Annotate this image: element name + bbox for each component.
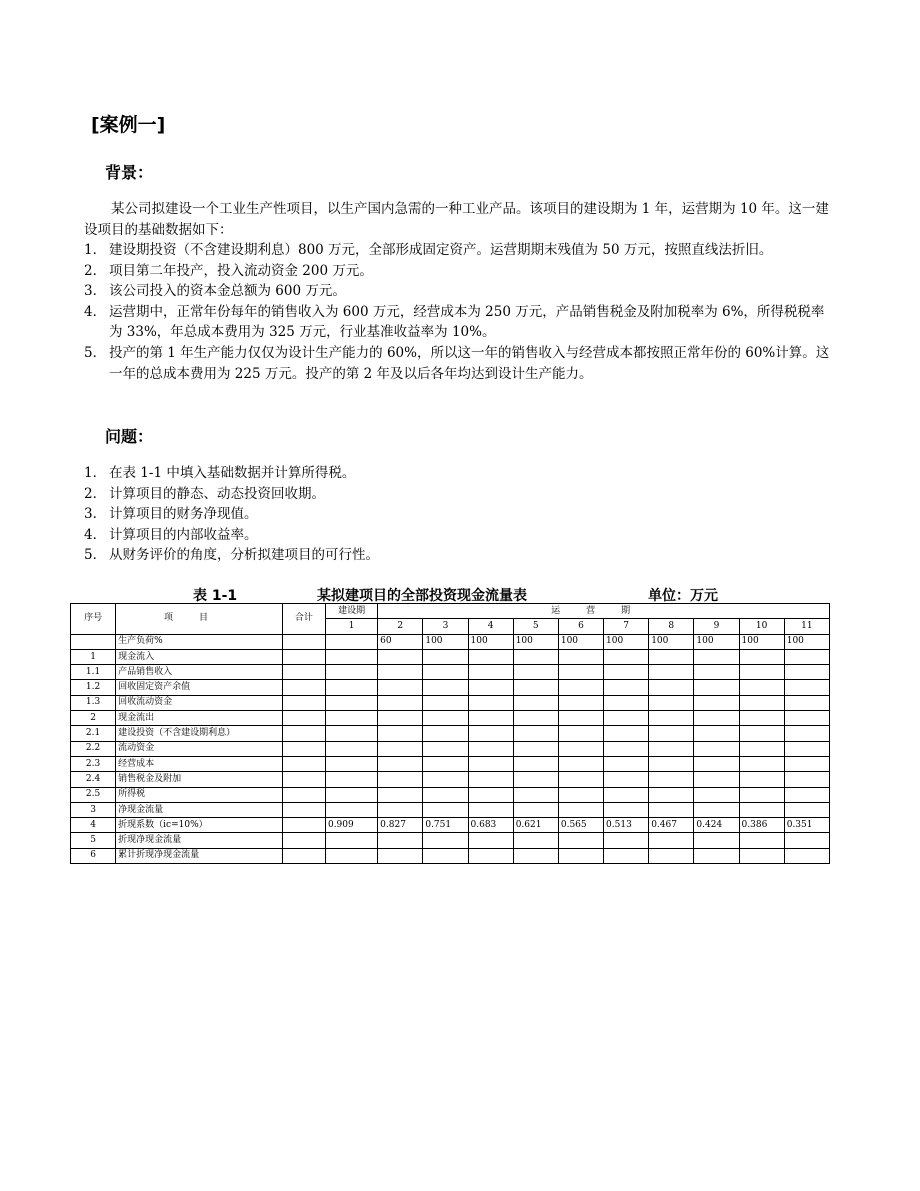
row-seq: 1 — [71, 649, 116, 664]
row-value-cell — [325, 665, 377, 680]
row-value-cell — [558, 848, 603, 863]
row-value-cell — [378, 665, 423, 680]
year-header-cell: 8 — [649, 619, 694, 634]
year-header-cell: 3 — [423, 619, 468, 634]
row-value-cell — [694, 833, 739, 848]
row-item: 现金流入 — [116, 649, 283, 664]
row-value-cell — [649, 665, 694, 680]
row-value-cell — [513, 848, 558, 863]
row-value-cell — [694, 665, 739, 680]
row-total-cell — [282, 772, 325, 787]
row-value-cell — [325, 649, 377, 664]
list-item — [84, 343, 836, 384]
row-total-cell — [282, 848, 325, 863]
row-value-cell — [513, 756, 558, 771]
list-item-number: 4． — [84, 303, 107, 320]
row-total-cell — [282, 726, 325, 741]
row-value-cell — [558, 802, 603, 817]
row-value-cell — [694, 756, 739, 771]
table-row — [71, 649, 830, 664]
row-value-cell — [325, 741, 377, 756]
table-row — [71, 787, 830, 802]
row-value-cell: 0.467 — [649, 818, 694, 833]
year-header-cell: 1 — [325, 619, 377, 634]
year-header-cell: 2 — [378, 619, 423, 634]
row-value-cell — [378, 741, 423, 756]
row-value-cell — [423, 772, 468, 787]
row-value-cell — [649, 680, 694, 695]
row-value-cell — [649, 833, 694, 848]
list-item — [84, 240, 836, 261]
row-item: 回收固定资产余值 — [116, 680, 283, 695]
header-construction: 建设期 — [325, 604, 377, 619]
list-item — [84, 281, 836, 302]
row-item: 所得税 — [116, 787, 283, 802]
row-value-cell — [423, 665, 468, 680]
list-item-number: 3． — [84, 283, 107, 300]
row-value-cell — [558, 711, 603, 726]
row-value-cell: 100 — [513, 634, 558, 649]
row-value-cell — [604, 665, 649, 680]
row-value-cell — [784, 665, 829, 680]
row-value-cell — [558, 772, 603, 787]
row-value-cell — [649, 848, 694, 863]
row-value-cell — [325, 772, 377, 787]
row-value-cell — [604, 833, 649, 848]
row-value-cell — [604, 756, 649, 771]
row-value-cell: 0.827 — [378, 818, 423, 833]
background-list — [84, 240, 836, 384]
table-row — [71, 772, 830, 787]
row-seq — [71, 634, 116, 649]
row-value-cell — [604, 848, 649, 863]
row-value-cell — [784, 695, 829, 710]
row-value-cell — [649, 695, 694, 710]
table-row — [71, 634, 830, 649]
row-value-cell — [513, 741, 558, 756]
table-row — [71, 741, 830, 756]
list-item-text: 运营期中，正常年份每年的销售收入为 600 万元，经营成本为 250 万元，产品销售税金及附加税率为 6%，所得税税率为 33%，年总成本费用为 325 万元，行业基准收益率为 10%。 — [109, 303, 825, 341]
table-row — [71, 695, 830, 710]
row-seq: 2.5 — [71, 787, 116, 802]
row-value-cell — [423, 649, 468, 664]
row-value-cell: 100 — [784, 634, 829, 649]
table-row — [71, 726, 830, 741]
row-value-cell: 0.351 — [784, 818, 829, 833]
year-header-cell: 9 — [694, 619, 739, 634]
row-value-cell — [784, 772, 829, 787]
row-value-cell — [423, 848, 468, 863]
row-value-cell — [739, 726, 784, 741]
row-value-cell — [325, 833, 377, 848]
row-value-cell — [784, 802, 829, 817]
list-item-number: 1． — [84, 465, 107, 481]
list-item — [84, 261, 836, 282]
questions-heading: 问题： — [105, 427, 154, 446]
row-value-cell — [378, 649, 423, 664]
row-value-cell — [468, 802, 513, 817]
row-value-cell — [378, 848, 423, 863]
row-value-cell — [558, 741, 603, 756]
row-item: 销售税金及附加 — [116, 772, 283, 787]
row-value-cell: 0.565 — [558, 818, 603, 833]
row-value-cell — [604, 649, 649, 664]
row-value-cell — [784, 711, 829, 726]
row-total-cell — [282, 833, 325, 848]
row-value-cell — [468, 695, 513, 710]
row-value-cell — [558, 756, 603, 771]
row-total-cell — [282, 741, 325, 756]
row-value-cell: 60 — [378, 634, 423, 649]
table-row — [71, 665, 830, 680]
header-item: 项目 — [116, 604, 283, 635]
row-value-cell — [325, 695, 377, 710]
row-value-cell — [739, 665, 784, 680]
list-item — [84, 463, 836, 484]
row-value-cell — [325, 787, 377, 802]
row-value-cell — [604, 802, 649, 817]
row-value-cell — [325, 726, 377, 741]
row-item: 净现金流量 — [116, 802, 283, 817]
row-value-cell — [694, 711, 739, 726]
list-item-text: 在表 1-1 中填入基础数据并计算所得税。 — [109, 465, 356, 481]
row-value-cell: 100 — [468, 634, 513, 649]
row-value-cell — [378, 833, 423, 848]
list-item-number: 5． — [84, 344, 107, 361]
row-value-cell — [694, 802, 739, 817]
list-item — [84, 525, 836, 546]
row-value-cell — [423, 787, 468, 802]
list-item-text: 投产的第 1 年生产能力仅仅为设计生产能力的 60%，所以这一年的销售收入与经营成本都按照正常年份的 60%计算。这一年的总成本费用为 225 万元。投产的第 2 年及以后各年均达到设计生产能力。 — [109, 344, 830, 382]
table-row — [71, 756, 830, 771]
row-value-cell — [694, 680, 739, 695]
row-item: 累计折现净现金流量 — [116, 848, 283, 863]
list-item-text: 从财务评价的角度，分析拟建项目的可行性。 — [109, 547, 379, 564]
row-value-cell — [694, 695, 739, 710]
list-item — [84, 484, 836, 505]
row-total-cell — [282, 695, 325, 710]
list-item-number: 3． — [84, 506, 107, 523]
list-item — [84, 302, 836, 343]
row-value-cell — [649, 741, 694, 756]
intro-text: 某公司拟建设一个工业生产性项目，以生产国内急需的一种工业产品。该项目的建设期为 1 年，运营期为 10 年。这一建设项目的基础数据如下： — [84, 201, 829, 238]
row-value-cell — [513, 695, 558, 710]
row-value-cell — [378, 695, 423, 710]
row-value-cell — [739, 695, 784, 710]
year-header-cell: 10 — [739, 619, 784, 634]
row-total-cell — [282, 818, 325, 833]
year-header-cell: 7 — [604, 619, 649, 634]
row-value-cell — [378, 802, 423, 817]
row-value-cell — [325, 680, 377, 695]
row-value-cell — [694, 772, 739, 787]
row-value-cell — [739, 833, 784, 848]
row-value-cell — [649, 756, 694, 771]
row-value-cell — [423, 756, 468, 771]
row-value-cell — [604, 726, 649, 741]
row-value-cell — [378, 680, 423, 695]
row-value-cell — [423, 833, 468, 848]
row-seq: 3 — [71, 802, 116, 817]
list-item — [84, 545, 836, 566]
row-seq: 1.1 — [71, 665, 116, 680]
row-item: 回收流动资金 — [116, 695, 283, 710]
row-value-cell — [558, 726, 603, 741]
row-value-cell — [513, 833, 558, 848]
row-value-cell — [513, 802, 558, 817]
row-seq: 2.2 — [71, 741, 116, 756]
row-total-cell — [282, 649, 325, 664]
header-operation: 运营期 — [378, 604, 830, 619]
row-value-cell: 100 — [694, 634, 739, 649]
row-value-cell: 0.909 — [325, 818, 377, 833]
list-item-number: 5． — [84, 547, 107, 564]
row-value-cell: 0.513 — [604, 818, 649, 833]
row-value-cell — [513, 680, 558, 695]
list-item-text: 建设期投资（不含建设期利息）800 万元，全部形成固定资产。运营期期末残值为 50 万元，按照直线法折旧。 — [109, 242, 773, 258]
list-item-text: 计算项目的内部收益率。 — [109, 526, 258, 543]
row-value-cell — [468, 649, 513, 664]
row-item: 经营成本 — [116, 756, 283, 771]
row-value-cell — [694, 787, 739, 802]
list-item-number: 2． — [84, 485, 107, 502]
row-value-cell — [558, 833, 603, 848]
list-item-text: 项目第二年投产，投入流动资金 200 万元。 — [109, 262, 373, 279]
row-value-cell — [378, 711, 423, 726]
row-value-cell — [325, 848, 377, 863]
row-total-cell — [282, 634, 325, 649]
row-total-cell — [282, 756, 325, 771]
row-value-cell — [513, 772, 558, 787]
row-value-cell — [649, 711, 694, 726]
table-row — [71, 818, 830, 833]
row-value-cell — [604, 695, 649, 710]
year-header-cell: 11 — [784, 619, 829, 634]
row-value-cell — [423, 695, 468, 710]
row-total-cell — [282, 711, 325, 726]
table-row — [71, 680, 830, 695]
list-item-number: 1． — [84, 242, 107, 258]
row-value-cell — [649, 802, 694, 817]
row-value-cell — [513, 726, 558, 741]
row-value-cell — [468, 756, 513, 771]
table-row — [71, 833, 830, 848]
row-item: 产品销售收入 — [116, 665, 283, 680]
row-value-cell: 0.751 — [423, 818, 468, 833]
row-value-cell: 100 — [558, 634, 603, 649]
row-value-cell — [604, 787, 649, 802]
row-value-cell — [784, 680, 829, 695]
row-seq: 1.2 — [71, 680, 116, 695]
row-total-cell — [282, 787, 325, 802]
row-value-cell: 0.683 — [468, 818, 513, 833]
table-unit: 单位：万元 — [648, 588, 718, 604]
row-value-cell — [739, 848, 784, 863]
row-value-cell — [423, 741, 468, 756]
row-value-cell — [558, 649, 603, 664]
row-value-cell — [468, 726, 513, 741]
row-value-cell: 0.424 — [694, 818, 739, 833]
row-seq: 5 — [71, 833, 116, 848]
row-value-cell — [694, 726, 739, 741]
case-title: [案例一] — [91, 114, 166, 136]
row-value-cell — [468, 711, 513, 726]
header-seq: 序号 — [71, 604, 116, 635]
row-value-cell — [784, 741, 829, 756]
row-value-cell — [468, 741, 513, 756]
row-value-cell — [739, 711, 784, 726]
row-value-cell — [325, 756, 377, 771]
row-value-cell: 0.386 — [739, 818, 784, 833]
row-value-cell — [784, 787, 829, 802]
row-value-cell — [649, 726, 694, 741]
row-item: 建设投资（不含建设期利息） — [116, 726, 283, 741]
table-row — [71, 711, 830, 726]
table-row — [71, 802, 830, 817]
row-value-cell: 0.621 — [513, 818, 558, 833]
row-total-cell — [282, 680, 325, 695]
row-value-cell — [378, 787, 423, 802]
row-value-cell — [513, 649, 558, 664]
cash-flow-table — [70, 603, 830, 864]
row-value-cell — [423, 711, 468, 726]
row-value-cell — [739, 802, 784, 817]
row-item: 现金流出 — [116, 711, 283, 726]
row-value-cell — [739, 756, 784, 771]
row-value-cell — [468, 833, 513, 848]
list-item — [84, 504, 836, 525]
row-value-cell — [739, 787, 784, 802]
row-value-cell — [378, 726, 423, 741]
questions-list — [84, 463, 836, 566]
row-value-cell — [649, 649, 694, 664]
row-value-cell — [513, 665, 558, 680]
list-item-number: 2． — [84, 262, 107, 279]
row-value-cell — [604, 680, 649, 695]
row-value-cell — [739, 680, 784, 695]
row-value-cell — [694, 741, 739, 756]
row-value-cell — [784, 833, 829, 848]
row-value-cell — [378, 756, 423, 771]
list-item-text: 计算项目的静态、动态投资回收期。 — [109, 485, 325, 502]
list-item-text: 计算项目的财务净现值。 — [109, 506, 258, 523]
row-value-cell — [558, 665, 603, 680]
row-value-cell: 100 — [423, 634, 468, 649]
row-value-cell — [649, 772, 694, 787]
row-value-cell — [325, 802, 377, 817]
row-value-cell — [513, 711, 558, 726]
row-value-cell — [513, 787, 558, 802]
year-header-cell: 4 — [468, 619, 513, 634]
row-value-cell — [784, 649, 829, 664]
row-value-cell — [468, 680, 513, 695]
row-item: 折现净现金流量 — [116, 833, 283, 848]
row-value-cell — [558, 680, 603, 695]
row-value-cell — [739, 741, 784, 756]
row-value-cell: 100 — [604, 634, 649, 649]
row-value-cell — [694, 649, 739, 664]
row-seq: 2.3 — [71, 756, 116, 771]
row-value-cell — [468, 665, 513, 680]
row-seq: 6 — [71, 848, 116, 863]
row-item: 流动资金 — [116, 741, 283, 756]
row-seq: 2 — [71, 711, 116, 726]
table-row — [71, 848, 830, 863]
row-value-cell — [784, 726, 829, 741]
row-value-cell — [604, 711, 649, 726]
row-value-cell — [423, 726, 468, 741]
row-value-cell — [378, 772, 423, 787]
list-item-number: 4． — [84, 526, 107, 543]
row-seq: 4 — [71, 818, 116, 833]
row-value-cell — [649, 787, 694, 802]
row-total-cell — [282, 802, 325, 817]
row-value-cell — [325, 634, 377, 649]
row-value-cell — [468, 787, 513, 802]
row-value-cell — [784, 756, 829, 771]
background-heading: 背景： — [105, 163, 154, 182]
row-value-cell — [694, 848, 739, 863]
row-seq: 1.3 — [71, 695, 116, 710]
row-value-cell: 100 — [649, 634, 694, 649]
row-item: 生产负荷% — [116, 634, 283, 649]
row-seq: 2.4 — [71, 772, 116, 787]
row-value-cell — [423, 680, 468, 695]
row-value-cell — [604, 741, 649, 756]
row-value-cell — [423, 802, 468, 817]
row-value-cell — [468, 848, 513, 863]
row-total-cell — [282, 665, 325, 680]
row-seq: 2.1 — [71, 726, 116, 741]
row-value-cell — [468, 772, 513, 787]
row-value-cell — [784, 848, 829, 863]
row-value-cell — [325, 711, 377, 726]
row-value-cell — [739, 772, 784, 787]
row-value-cell: 100 — [739, 634, 784, 649]
row-item: 折现系数（ic=10%） — [116, 818, 283, 833]
table-title: 某拟建项目的全部投资现金流量表 — [317, 588, 527, 604]
list-item-text: 该公司投入的资本金总额为 600 万元。 — [109, 283, 346, 300]
row-value-cell — [558, 787, 603, 802]
header-total: 合计 — [282, 604, 325, 635]
row-value-cell — [604, 772, 649, 787]
year-header-cell: 6 — [558, 619, 603, 634]
row-value-cell — [558, 695, 603, 710]
background-intro — [84, 199, 836, 241]
table-number: 表 1-1 — [193, 588, 238, 604]
row-value-cell — [739, 649, 784, 664]
year-header-cell: 5 — [513, 619, 558, 634]
